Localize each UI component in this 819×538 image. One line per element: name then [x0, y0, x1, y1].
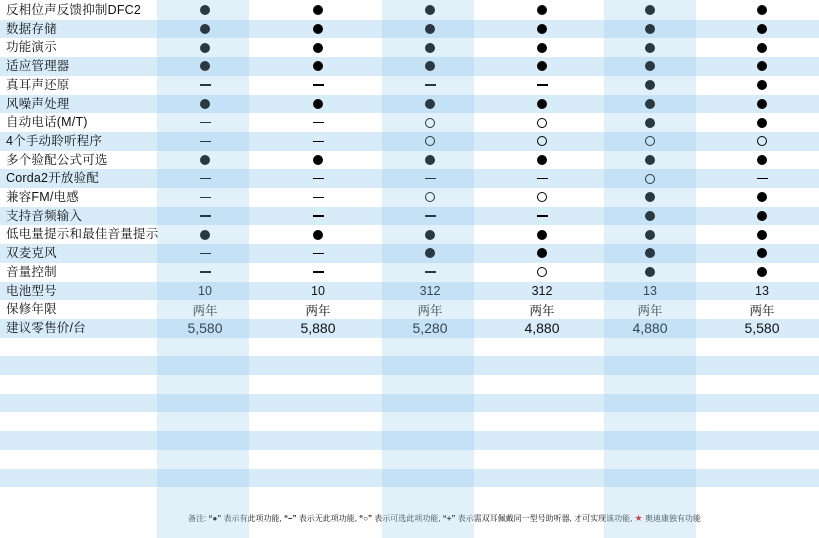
note-dot-mark: “●”: [208, 514, 222, 523]
filled-dot-icon: [200, 230, 210, 240]
row-label: 支持音频输入: [6, 208, 83, 223]
note-plus-mark: “+”: [442, 514, 456, 523]
value-cell: 312: [531, 283, 553, 298]
feature-cell: [400, 1, 460, 20]
feature-cell: [620, 38, 680, 57]
dash-icon: [200, 215, 211, 216]
feature-cell: [400, 57, 460, 76]
filled-dot-icon: [645, 267, 655, 277]
dash-icon: [313, 84, 324, 85]
value-cell: 312: [419, 283, 441, 298]
empty-row: [0, 450, 819, 469]
note-prefix: 备注:: [188, 514, 207, 523]
feature-cell: [288, 263, 348, 282]
feature-cell: [732, 225, 792, 244]
feature-cell: [732, 263, 792, 282]
filled-dot-icon: [313, 5, 323, 15]
hollow-circle-icon: [537, 192, 547, 202]
hollow-circle-icon: [757, 136, 767, 146]
value-cell: 10: [311, 283, 325, 298]
filled-dot-icon: [757, 211, 767, 221]
feature-cell: [512, 188, 572, 207]
feature-cell: [175, 38, 235, 57]
feature-cell: [620, 76, 680, 95]
feature-cell: [512, 20, 572, 39]
feature-cell: [175, 263, 235, 282]
filled-dot-icon: [313, 99, 323, 109]
filled-dot-icon: [757, 5, 767, 15]
dash-icon: [313, 253, 324, 254]
feature-cell: [288, 76, 348, 95]
row-label: 适应管理器: [6, 59, 70, 74]
feature-cell: [288, 151, 348, 170]
table-row: [0, 57, 819, 76]
value-cell: 两年: [637, 303, 663, 318]
feature-cell: [288, 113, 348, 132]
feature-cell: [732, 95, 792, 114]
filled-dot-icon: [537, 230, 547, 240]
dash-icon: [200, 84, 211, 85]
feature-cell: [512, 225, 572, 244]
filled-dot-icon: [645, 118, 655, 128]
filled-dot-icon: [537, 248, 547, 258]
filled-dot-icon: [757, 99, 767, 109]
feature-cell: [620, 244, 680, 263]
row-label: 4个手动聆听程序: [6, 133, 103, 148]
hollow-circle-icon: [425, 136, 435, 146]
feature-cell: [732, 132, 792, 151]
note-ring-text: 表示可选此项功能,: [374, 514, 441, 523]
table-row: [0, 76, 819, 95]
dash-icon: [200, 141, 211, 142]
feature-cell: [400, 95, 460, 114]
feature-cell: [620, 113, 680, 132]
feature-cell: [620, 151, 680, 170]
table-row: [0, 151, 819, 170]
value-cell: 13: [643, 283, 657, 298]
feature-cell: [175, 1, 235, 20]
feature-cell: [620, 20, 680, 39]
feature-cell: [288, 244, 348, 263]
feature-cell: [620, 95, 680, 114]
hollow-circle-icon: [425, 118, 435, 128]
feature-cell: [175, 188, 235, 207]
feature-cell: [512, 76, 572, 95]
price-cell: 5,280: [412, 320, 448, 337]
hollow-circle-icon: [537, 267, 547, 277]
value-cell: 10: [198, 283, 212, 298]
table-row: [0, 188, 819, 207]
filled-dot-icon: [200, 61, 210, 71]
feature-cell: [732, 188, 792, 207]
note-ring-mark: “○”: [359, 514, 373, 523]
feature-cell: [175, 113, 235, 132]
feature-cell: [288, 1, 348, 20]
filled-dot-icon: [200, 99, 210, 109]
row-label: 自动电话(M/T): [6, 115, 88, 130]
empty-row: [0, 394, 819, 413]
feature-cell: [175, 151, 235, 170]
feature-cell: [620, 169, 680, 188]
dash-icon: [313, 215, 324, 216]
dash-icon: [313, 197, 324, 198]
filled-dot-icon: [537, 43, 547, 53]
feature-cell: [620, 57, 680, 76]
row-label: 建议零售价/台: [6, 320, 86, 335]
feature-cell: [620, 207, 680, 226]
row-label: 电池型号: [6, 283, 57, 298]
feature-cell: [288, 38, 348, 57]
price-cell: 4,880: [524, 320, 560, 337]
price-cell: 5,580: [187, 320, 223, 337]
table-row: [0, 300, 819, 319]
filled-dot-icon: [425, 43, 435, 53]
table-row: [0, 225, 819, 244]
filled-dot-icon: [200, 5, 210, 15]
dash-icon: [537, 84, 548, 85]
empty-row: [0, 356, 819, 375]
feature-cell: [288, 20, 348, 39]
feature-cell: [400, 76, 460, 95]
filled-dot-icon: [645, 230, 655, 240]
legend-note: [188, 512, 701, 524]
feature-cell: [620, 225, 680, 244]
dash-icon: [313, 271, 324, 272]
feature-cell: [512, 132, 572, 151]
dash-icon: [425, 178, 436, 179]
feature-cell: [175, 57, 235, 76]
note-dash-mark: “–”: [284, 514, 297, 523]
feature-cell: [175, 132, 235, 151]
filled-dot-icon: [537, 24, 547, 34]
table-row: [0, 132, 819, 151]
filled-dot-icon: [645, 61, 655, 71]
filled-dot-icon: [200, 24, 210, 34]
price-cell: 4,880: [632, 320, 668, 337]
filled-dot-icon: [313, 155, 323, 165]
dash-icon: [200, 253, 211, 254]
dash-icon: [200, 271, 211, 272]
filled-dot-icon: [537, 155, 547, 165]
feature-cell: [288, 225, 348, 244]
feature-cell: [400, 20, 460, 39]
value-cell: 两年: [305, 303, 331, 318]
feature-cell: [512, 263, 572, 282]
table-row: [0, 1, 819, 20]
feature-cell: [175, 225, 235, 244]
feature-cell: [400, 263, 460, 282]
filled-dot-icon: [645, 43, 655, 53]
row-label: Corda2开放验配: [6, 171, 99, 186]
hollow-circle-icon: [537, 136, 547, 146]
filled-dot-icon: [645, 192, 655, 202]
filled-dot-icon: [425, 230, 435, 240]
row-label: 双麦克风: [6, 246, 57, 261]
dash-icon: [200, 122, 211, 123]
filled-dot-icon: [313, 24, 323, 34]
row-label: 低电量提示和最佳音量提示: [6, 227, 159, 242]
feature-cell: [175, 207, 235, 226]
table-row: [0, 20, 819, 39]
filled-dot-icon: [757, 192, 767, 202]
feature-cell: [400, 188, 460, 207]
dash-icon: [313, 122, 324, 123]
note-plus-text: 表示需双耳佩戴同一型号助听器, 才可实现该功能,: [457, 514, 633, 523]
feature-cell: [620, 263, 680, 282]
filled-dot-icon: [757, 43, 767, 53]
feature-cell: [732, 244, 792, 263]
hollow-circle-icon: [645, 174, 655, 184]
filled-dot-icon: [645, 211, 655, 221]
feature-cell: [400, 151, 460, 170]
filled-dot-icon: [645, 99, 655, 109]
filled-dot-icon: [425, 61, 435, 71]
feature-cell: [400, 113, 460, 132]
feature-cell: [732, 113, 792, 132]
filled-dot-icon: [757, 24, 767, 34]
value-cell: 两年: [417, 303, 443, 318]
row-label: 功能演示: [6, 40, 57, 55]
feature-cell: [288, 207, 348, 226]
empty-row: [0, 431, 819, 450]
value-cell: 13: [755, 283, 769, 298]
dash-icon: [200, 197, 211, 198]
feature-cell: [512, 57, 572, 76]
filled-dot-icon: [757, 267, 767, 277]
feature-cell: [400, 132, 460, 151]
feature-cell: [288, 169, 348, 188]
feature-cell: [512, 169, 572, 188]
value-cell: 两年: [529, 303, 555, 318]
feature-cell: [175, 95, 235, 114]
value-cell: 两年: [749, 303, 775, 318]
filled-dot-icon: [313, 61, 323, 71]
feature-cell: [400, 169, 460, 188]
feature-cell: [732, 20, 792, 39]
row-label: 反相位声反馈抑制DFC2: [6, 3, 142, 17]
feature-cell: [175, 20, 235, 39]
feature-cell: [732, 57, 792, 76]
feature-cell: [400, 207, 460, 226]
table-row: [0, 319, 819, 338]
table-row: [0, 207, 819, 226]
hollow-circle-icon: [425, 192, 435, 202]
feature-cell: [512, 207, 572, 226]
row-label: 兼容FM/电感: [6, 190, 79, 204]
feature-cell: [288, 188, 348, 207]
price-cell: 5,880: [300, 320, 336, 337]
filled-dot-icon: [200, 43, 210, 53]
empty-row: [0, 375, 819, 394]
filled-dot-icon: [313, 43, 323, 53]
filled-dot-icon: [757, 248, 767, 258]
filled-dot-icon: [200, 155, 210, 165]
note-dash-text: 表示无此项功能,: [298, 514, 357, 523]
feature-cell: [732, 76, 792, 95]
dash-icon: [425, 215, 436, 216]
dash-icon: [757, 178, 768, 179]
feature-cell: [732, 38, 792, 57]
filled-dot-icon: [757, 80, 767, 90]
note-dot-text: 表示有此项功能,: [223, 514, 282, 523]
row-label: 真耳声还原: [6, 77, 70, 92]
empty-row: [0, 469, 819, 488]
feature-cell: [512, 95, 572, 114]
table-row: [0, 38, 819, 57]
dash-icon: [313, 178, 324, 179]
feature-cell: [512, 38, 572, 57]
feature-cell: [288, 95, 348, 114]
filled-dot-icon: [537, 99, 547, 109]
value-cell: 两年: [192, 303, 218, 318]
table-row: [0, 244, 819, 263]
filled-dot-icon: [757, 230, 767, 240]
row-label: 风噪声处理: [6, 96, 70, 111]
feature-cell: [620, 132, 680, 151]
empty-row: [0, 412, 819, 431]
row-label: 保修年限: [6, 302, 57, 317]
note-star-text: 奥迪康独有功能: [644, 514, 701, 523]
star-icon: ★: [634, 513, 643, 523]
filled-dot-icon: [757, 155, 767, 165]
hollow-circle-icon: [537, 118, 547, 128]
feature-cell: [732, 151, 792, 170]
dash-icon: [200, 178, 211, 179]
filled-dot-icon: [645, 80, 655, 90]
empty-row: [0, 487, 819, 506]
dash-icon: [425, 271, 436, 272]
price-cell: 5,580: [744, 320, 780, 337]
table-row: [0, 95, 819, 114]
feature-cell: [400, 38, 460, 57]
feature-cell: [512, 151, 572, 170]
table-row: [0, 113, 819, 132]
filled-dot-icon: [757, 118, 767, 128]
dash-icon: [537, 215, 548, 216]
table-row: [0, 263, 819, 282]
feature-cell: [288, 57, 348, 76]
feature-cell: [620, 188, 680, 207]
empty-row: [0, 338, 819, 357]
feature-cell: [175, 76, 235, 95]
feature-cell: [512, 244, 572, 263]
filled-dot-icon: [313, 230, 323, 240]
filled-dot-icon: [757, 61, 767, 71]
filled-dot-icon: [645, 5, 655, 15]
filled-dot-icon: [425, 99, 435, 109]
hollow-circle-icon: [645, 136, 655, 146]
feature-cell: [512, 113, 572, 132]
row-label: 数据存储: [6, 21, 57, 36]
dash-icon: [537, 178, 548, 179]
feature-cell: [288, 132, 348, 151]
filled-dot-icon: [425, 5, 435, 15]
table-row: [0, 169, 819, 188]
row-label: 音量控制: [6, 264, 57, 279]
dash-icon: [425, 84, 436, 85]
dash-icon: [313, 141, 324, 142]
filled-dot-icon: [645, 24, 655, 34]
filled-dot-icon: [537, 61, 547, 71]
table-row: [0, 282, 819, 301]
row-label: 多个验配公式可选: [6, 152, 108, 167]
filled-dot-icon: [537, 5, 547, 15]
filled-dot-icon: [645, 155, 655, 165]
feature-cell: [512, 1, 572, 20]
feature-cell: [400, 244, 460, 263]
feature-cell: [732, 169, 792, 188]
feature-cell: [732, 1, 792, 20]
feature-cell: [400, 225, 460, 244]
filled-dot-icon: [425, 248, 435, 258]
feature-cell: [175, 244, 235, 263]
filled-dot-icon: [425, 155, 435, 165]
feature-cell: [620, 1, 680, 20]
filled-dot-icon: [425, 24, 435, 34]
feature-cell: [175, 169, 235, 188]
filled-dot-icon: [645, 248, 655, 258]
feature-cell: [732, 207, 792, 226]
